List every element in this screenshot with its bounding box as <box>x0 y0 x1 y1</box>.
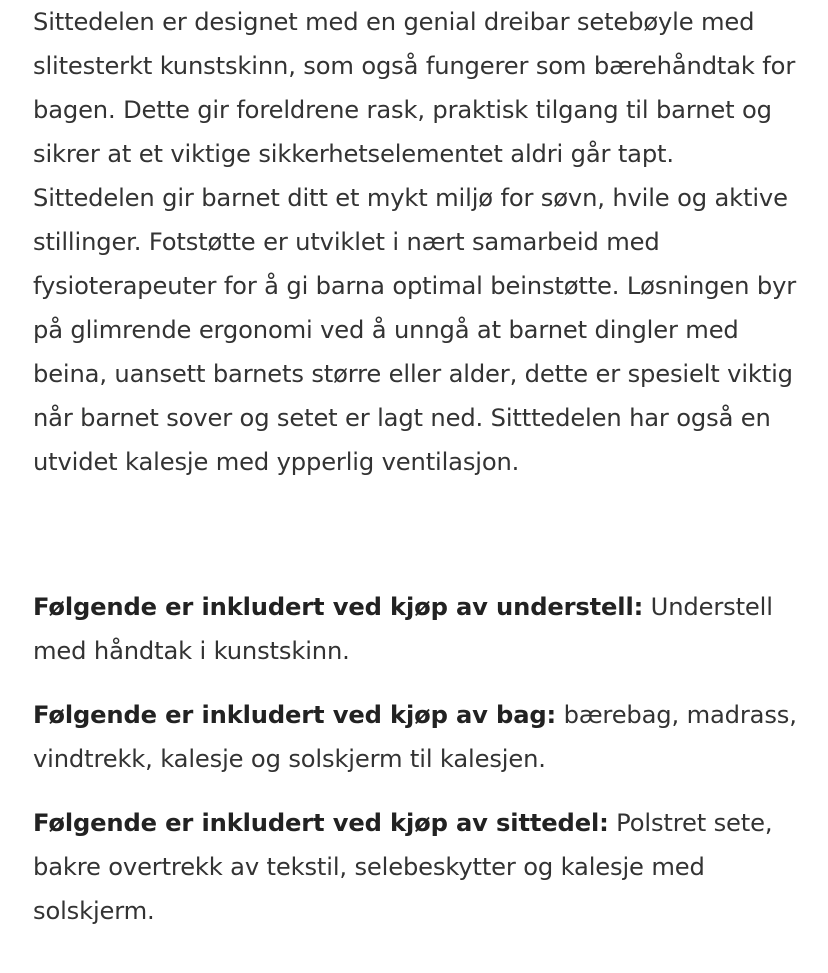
included-chassis <box>33 585 803 673</box>
included-seat-label: Følgende er inkludert ved kjøp av sittedel: <box>33 809 609 837</box>
included-bag-label: Følgende er inkludert ved kjøp av bag: <box>33 701 557 729</box>
product-description-content <box>33 0 803 933</box>
included-chassis-text: Understell med håndtak i kunstskinn. <box>33 593 773 665</box>
included-seat <box>33 801 803 933</box>
included-bag <box>33 693 803 781</box>
included-seat-text: Polstret sete, bakre overtrekk av tekstil, selebeskytter og kalesje med solskjerm. <box>33 809 773 925</box>
included-chassis-label: Følgende er inkludert ved kjøp av understell: <box>33 593 644 621</box>
included-bag-text: bærebag, madrass, vindtrekk, kalesje og solskjerm til kalesjen. <box>33 701 797 773</box>
description-paragraph: Sittedelen er designet med en genial dreibar setebøyle med slitesterkt kunstskinn, som også fungerer som bærehåndtak for bagen. Dette gir foreldrene rask, praktisk tilgang til barnet og sikrer at et viktige sikkerhetselementet aldri går tapt. Sittedelen gir barnet ditt et mykt miljø for søvn, hvile og aktive stillinger. Fotstøtte er utviklet i nært samarbeid med fysioterapeuter for å gi barna optimal beinstøtte. Løsningen byr på glimrende ergonomi ved å unngå at barnet dingler med beina, uansett barnets større eller alder, dette er spesielt viktig når barnet sover og setet er lagt ned. Sitttedelen har også en utvidet kalesje med ypperlig ventilasjon. <box>33 8 797 476</box>
